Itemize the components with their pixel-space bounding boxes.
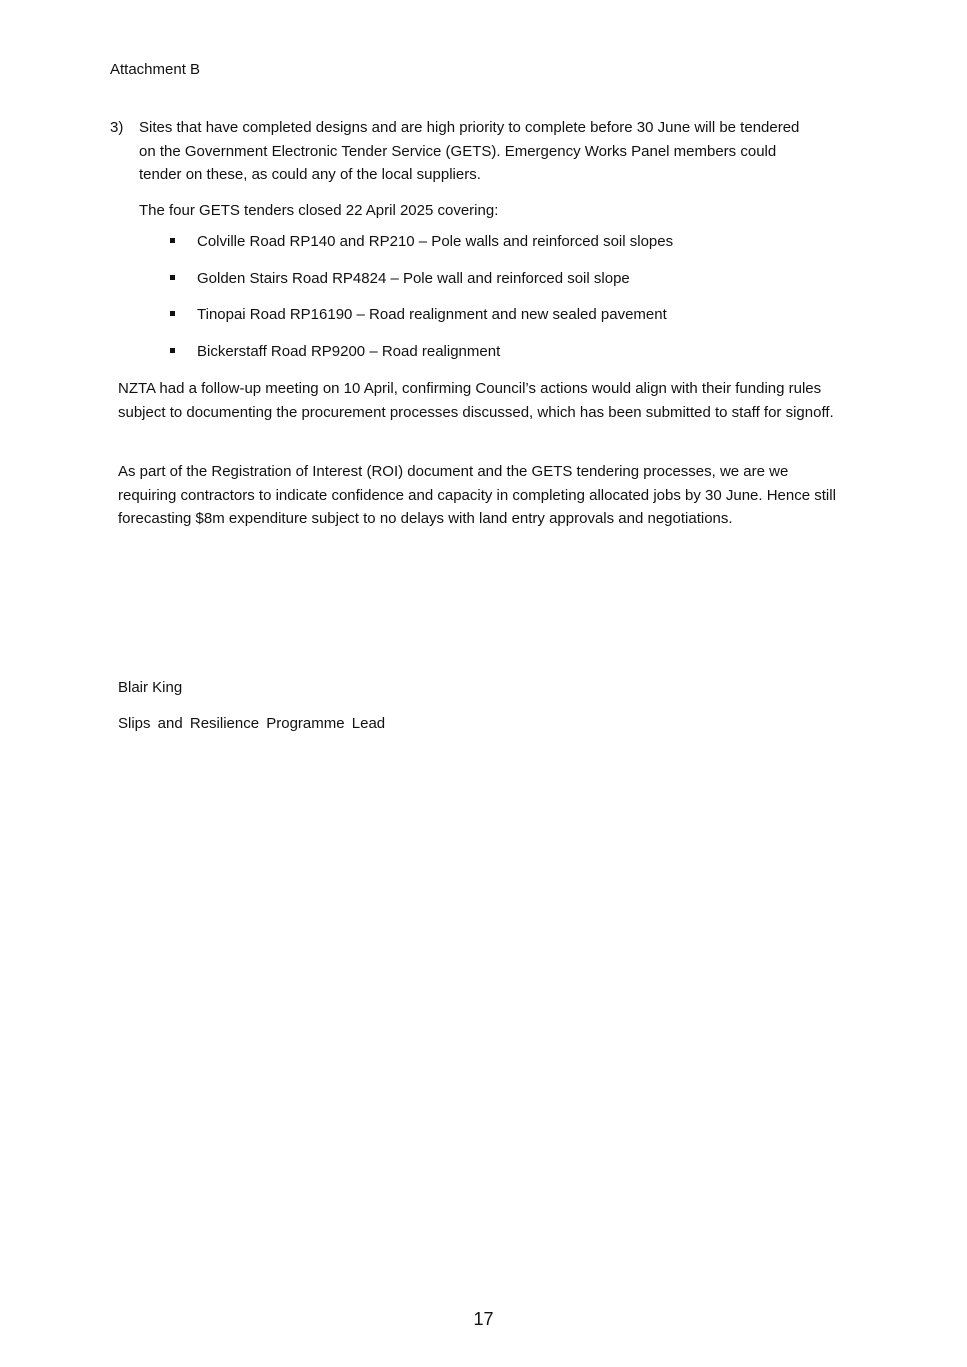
signature-title: Slips and Resilience Programme Lead — [118, 715, 386, 732]
signature-name: Blair King — [118, 679, 183, 696]
bullet-icon — [170, 238, 175, 243]
list-item-text: Tinopai Road RP16190 – Road realignment and new sealed pavement — [197, 306, 667, 323]
list-item — [165, 267, 825, 304]
list-item — [165, 230, 825, 267]
paragraph-nzta-meeting: NZTA had a follow-up meeting on 10 April, confirming Council’s actions would align with their funding rules subject to documenting the procurement processes discussed, which has been submitted to staff for signoff. — [118, 380, 834, 421]
paragraph-roi-gets: As part of the Registration of Interest (ROI) document and the GETS tendering processes, we are we requiring contractors to indicate confidence and capacity in completing allocated jobs by 30 June. Hence still forecasting $8m expenditure subject to no delays with land entry approvals and negotiations. — [118, 463, 836, 527]
list-item-text: Golden Stairs Road RP4824 – Pole wall and reinforced soil slope — [197, 269, 630, 287]
item-text: Sites that have completed designs and are high priority to complete before 30 June will be tendered on the Government Electronic Tender Service (GETS). Emergency Works Panel members could tender on these, as could any of the local suppliers. — [139, 119, 800, 183]
item-number: 3) — [110, 119, 124, 136]
bullet-icon — [170, 311, 175, 316]
list-item — [165, 340, 825, 377]
list-item-text: Colville Road RP140 and RP210 – Pole walls and reinforced soil slopes — [197, 233, 674, 250]
bullet-icon — [170, 275, 175, 280]
numbered-item — [110, 116, 840, 222]
tender-list — [165, 230, 825, 376]
page-number: 17 — [473, 1309, 494, 1329]
item-sub-text: The four GETS tenders closed 22 April 2025 covering: — [139, 201, 499, 219]
attachment-label: Attachment B — [110, 61, 201, 78]
list-item — [165, 303, 825, 340]
list-item-text: Bickerstaff Road RP9200 – Road realignment — [197, 342, 501, 360]
bullet-icon — [170, 348, 175, 353]
